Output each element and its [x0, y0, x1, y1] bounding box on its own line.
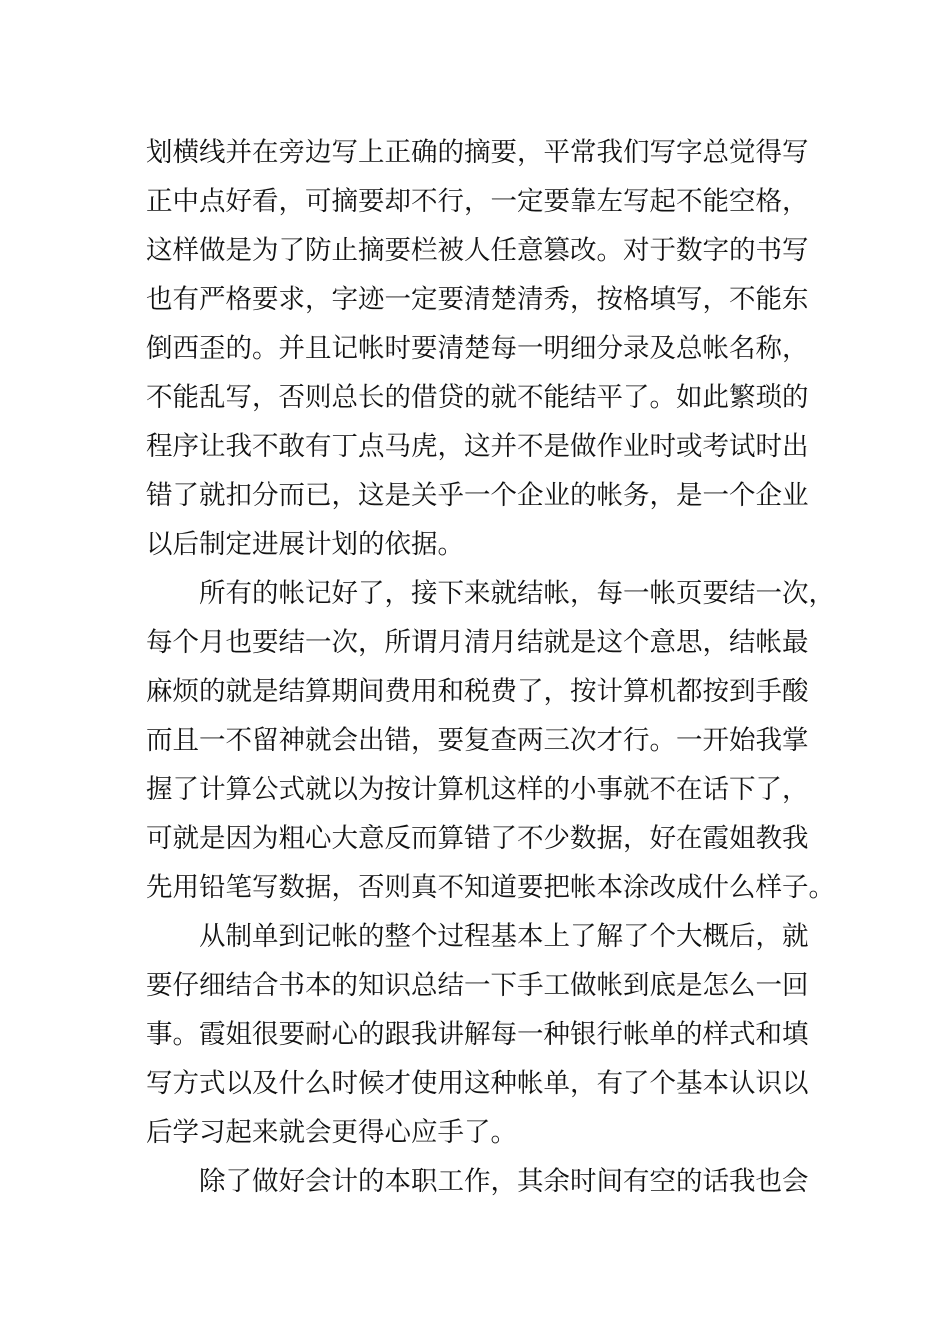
text-line: 划横线并在旁边写上正确的摘要，平常我们写字总觉得写	[146, 137, 809, 168]
text-line: 先用铅笔写数据，否则真不知道要把帐本涂改成什么样子。	[146, 872, 835, 903]
text-line: 每个月也要结一次，所谓月清月结就是这个意思，结帐最	[146, 627, 809, 658]
text-line: 以后制定进展计划的依据。	[146, 529, 464, 560]
paragraph-start-line: 除了做好会计的本职工作，其余时间有空的话我也会	[199, 1166, 809, 1197]
text-line: 事。霞姐很要耐心的跟我讲解每一种银行帐单的样式和填	[146, 1019, 809, 1050]
text-line: 这样做是为了防止摘要栏被人任意篡改。对于数字的书写	[146, 235, 809, 266]
text-line: 不能乱写，否则总长的借贷的就不能结平了。如此繁琐的	[146, 382, 809, 413]
text-line: 麻烦的就是结算期间费用和税费了，按计算机都按到手酸	[146, 676, 809, 707]
text-line: 要仔细结合书本的知识总结一下手工做帐到底是怎么一回	[146, 970, 809, 1001]
text-line: 可就是因为粗心大意反而算错了不少数据，好在霞姐教我	[146, 823, 809, 854]
paragraph-start-line: 所有的帐记好了，接下来就结帐，每一帐页要结一次，	[199, 578, 835, 609]
text-line: 正中点好看，可摘要却不行，一定要靠左写起不能空格，	[146, 186, 809, 217]
text-line: 程序让我不敢有丁点马虎，这并不是做作业时或考试时出	[146, 431, 809, 462]
text-line: 错了就扣分而已，这是关乎一个企业的帐务，是一个企业	[146, 480, 809, 511]
text-line: 倒西歪的。并且记帐时要清楚每一明细分录及总帐名称，	[146, 333, 809, 364]
text-line: 而且一不留神就会出错，要复查两三次才行。一开始我掌	[146, 725, 809, 756]
text-line: 握了计算公式就以为按计算机这样的小事就不在话下了，	[146, 774, 809, 805]
text-line: 写方式以及什么时候才使用这种帐单，有了个基本认识以	[146, 1068, 809, 1099]
text-line: 也有严格要求，字迹一定要清楚清秀，按格填写，不能东	[146, 284, 809, 315]
paragraph-start-line: 从制单到记帐的整个过程基本上了解了个大概后，就	[199, 921, 809, 952]
body-text	[146, 128, 846, 1206]
text-line: 后学习起来就会更得心应手了。	[146, 1117, 517, 1148]
